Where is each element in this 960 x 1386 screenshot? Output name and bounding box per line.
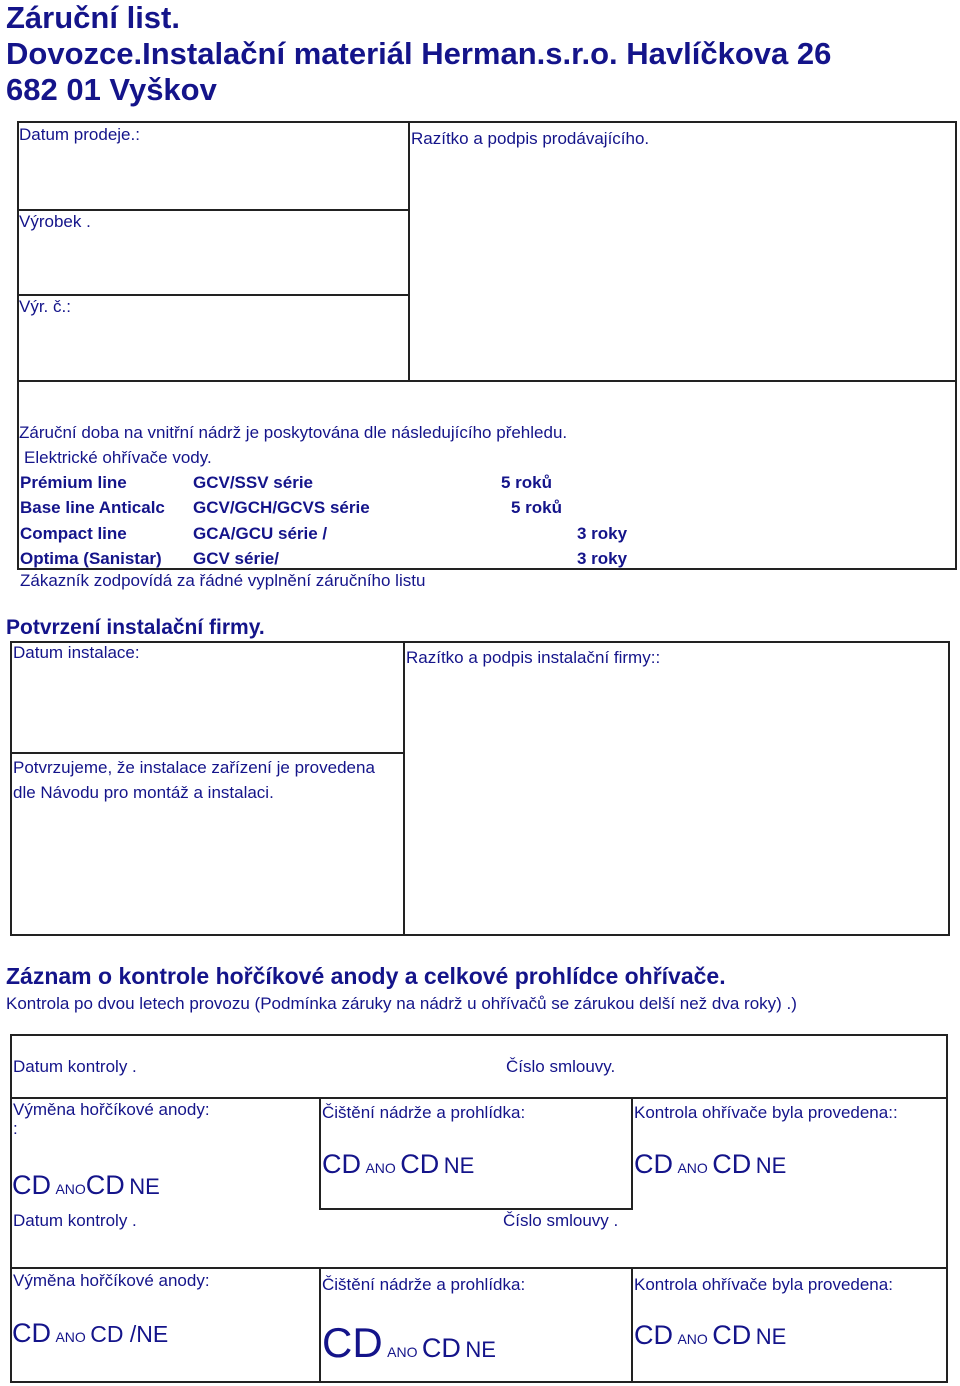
- inspection-divider-2: [319, 1208, 633, 1210]
- warranty-row-series: GCV/SSV série: [193, 473, 314, 492]
- warranty-row-line: Prémium line: [20, 473, 127, 492]
- record1-cleaning-label: Čištění nádrže a prohlídka:: [322, 1103, 526, 1122]
- cd-option: CD: [421, 1333, 461, 1363]
- record2-contract-label: Číslo smlouvy .: [503, 1211, 619, 1230]
- customer-note: Zákazník zodpovídá za řádné vyplnění záručního listu: [20, 571, 426, 590]
- record2-anode-options: [12, 1320, 168, 1347]
- inspection-divider-1: [10, 1097, 948, 1099]
- ne-option: NE: [755, 1324, 787, 1349]
- header-line-3: 682 01 Vyškov: [6, 72, 217, 107]
- ne-option: NE: [443, 1153, 475, 1178]
- ne-option: NE: [755, 1153, 787, 1178]
- warranty-row-series: GCA/GCU série /: [193, 524, 328, 543]
- inspection-subheading: Kontrola po dvou letech provozu (Podmínka záruky na nádrž u ohřívačů se zárukou delší než dva roky) .): [6, 994, 797, 1013]
- cd-option: CD: [322, 1319, 383, 1366]
- sale-date-label: Datum prodeje.:: [19, 125, 140, 144]
- cd-option: CD: [85, 1170, 125, 1200]
- cd-option: CD: [712, 1149, 752, 1179]
- cd-option: CD: [634, 1149, 673, 1179]
- inspection-col-divider-1b: [319, 1267, 321, 1383]
- ano-option: ANO: [677, 1331, 708, 1347]
- ano-option: ANO: [55, 1181, 86, 1197]
- ano-option: ANO: [365, 1160, 396, 1176]
- cd-option: CD: [12, 1170, 51, 1200]
- product-label: Výrobek .: [19, 212, 91, 231]
- ano-option: ANO: [387, 1344, 418, 1360]
- install-confirm-line-2: dle Návodu pro montáž a instalaci.: [13, 783, 274, 802]
- cd-option: CD: [322, 1149, 361, 1179]
- record2-cleaning-options: [322, 1319, 496, 1366]
- warranty-row-series: GCV/GCH/GCVS série: [193, 498, 370, 517]
- install-divider-vertical: [403, 641, 405, 936]
- warranty-intro: Záruční doba na vnitřní nádrž je poskytována dle následujícího přehledu.: [19, 423, 568, 442]
- warranty-row-series: GCV série/: [193, 549, 279, 568]
- record1-date-label: Datum kontroly .: [13, 1057, 137, 1076]
- record2-anode-label: Výměna hořčíkové anody:: [13, 1271, 210, 1290]
- record2-date-label: Datum kontroly .: [13, 1211, 137, 1230]
- record2-cleaning-label: Čištění nádrže a prohlídka:: [322, 1275, 526, 1294]
- record1-anode-colon: :: [13, 1119, 18, 1138]
- seller-stamp-label: Razítko a podpis prodávajícího.: [411, 129, 650, 148]
- header-line-2: Dovozce.Instalační materiál Herman.s.r.o. Havlíčkova 26: [6, 36, 832, 71]
- inspection-divider-3: [10, 1267, 948, 1269]
- record1-check-options: [634, 1151, 786, 1178]
- warranty-row-period: 3 roky: [577, 524, 628, 543]
- record1-anode-options: [12, 1172, 160, 1199]
- sale-divider-1: [17, 209, 410, 211]
- warranty-row-period: 3 roky: [577, 549, 628, 568]
- install-divider-horizontal: [10, 752, 405, 754]
- warranty-row-line: Compact line: [20, 524, 127, 543]
- record1-contract-label: Číslo smlouvy.: [506, 1057, 616, 1076]
- ne-option: NE: [129, 1174, 160, 1199]
- installer-stamp-label: Razítko a podpis instalační firmy::: [406, 648, 661, 667]
- sale-divider-vertical: [408, 121, 410, 382]
- cd-option: CD: [400, 1149, 440, 1179]
- warranty-row-period: 5 roků: [511, 498, 563, 517]
- inspection-col-divider-1a: [319, 1097, 321, 1209]
- serial-number-label: Výr. č.:: [19, 297, 71, 316]
- warranty-row-period: 5 roků: [501, 473, 553, 492]
- cd-option: CD: [12, 1318, 51, 1348]
- install-confirm-line-1: Potvrzujeme, že instalace zařízení je provedena: [13, 758, 375, 777]
- cd-option: CD: [634, 1320, 673, 1350]
- header-line-1: Záruční list.: [6, 0, 180, 35]
- warranty-row-line: Optima (Sanistar): [20, 549, 162, 568]
- warranty-category: Elektrické ohřívače vody.: [24, 448, 212, 467]
- record2-check-options: [634, 1322, 786, 1349]
- warranty-row-line: Base line Anticalc: [20, 498, 165, 517]
- cd-option: CD: [712, 1320, 752, 1350]
- inspection-col-divider-2a: [631, 1097, 633, 1209]
- record1-anode-label: Výměna hořčíkové anody:: [13, 1100, 210, 1119]
- ne-option: NE: [465, 1337, 496, 1362]
- install-date-label: Datum instalace:: [13, 643, 140, 662]
- ano-option: ANO: [677, 1160, 708, 1176]
- cd-ne-option: CD /NE: [90, 1321, 169, 1347]
- sale-divider-2: [17, 294, 410, 296]
- record2-check-label: Kontrola ohřívače byla provedena:: [634, 1275, 893, 1294]
- record1-cleaning-options: [322, 1151, 474, 1178]
- inspection-col-divider-2b: [631, 1267, 633, 1383]
- sale-divider-3: [17, 380, 957, 382]
- install-heading: Potvrzení instalační firmy.: [6, 616, 265, 639]
- record1-check-label: Kontrola ohřívače byla provedena::: [634, 1103, 898, 1122]
- ano-option: ANO: [55, 1329, 86, 1345]
- inspection-heading: Záznam o kontrole hořčíkové anody a celkové prohlídce ohřívače.: [6, 963, 726, 989]
